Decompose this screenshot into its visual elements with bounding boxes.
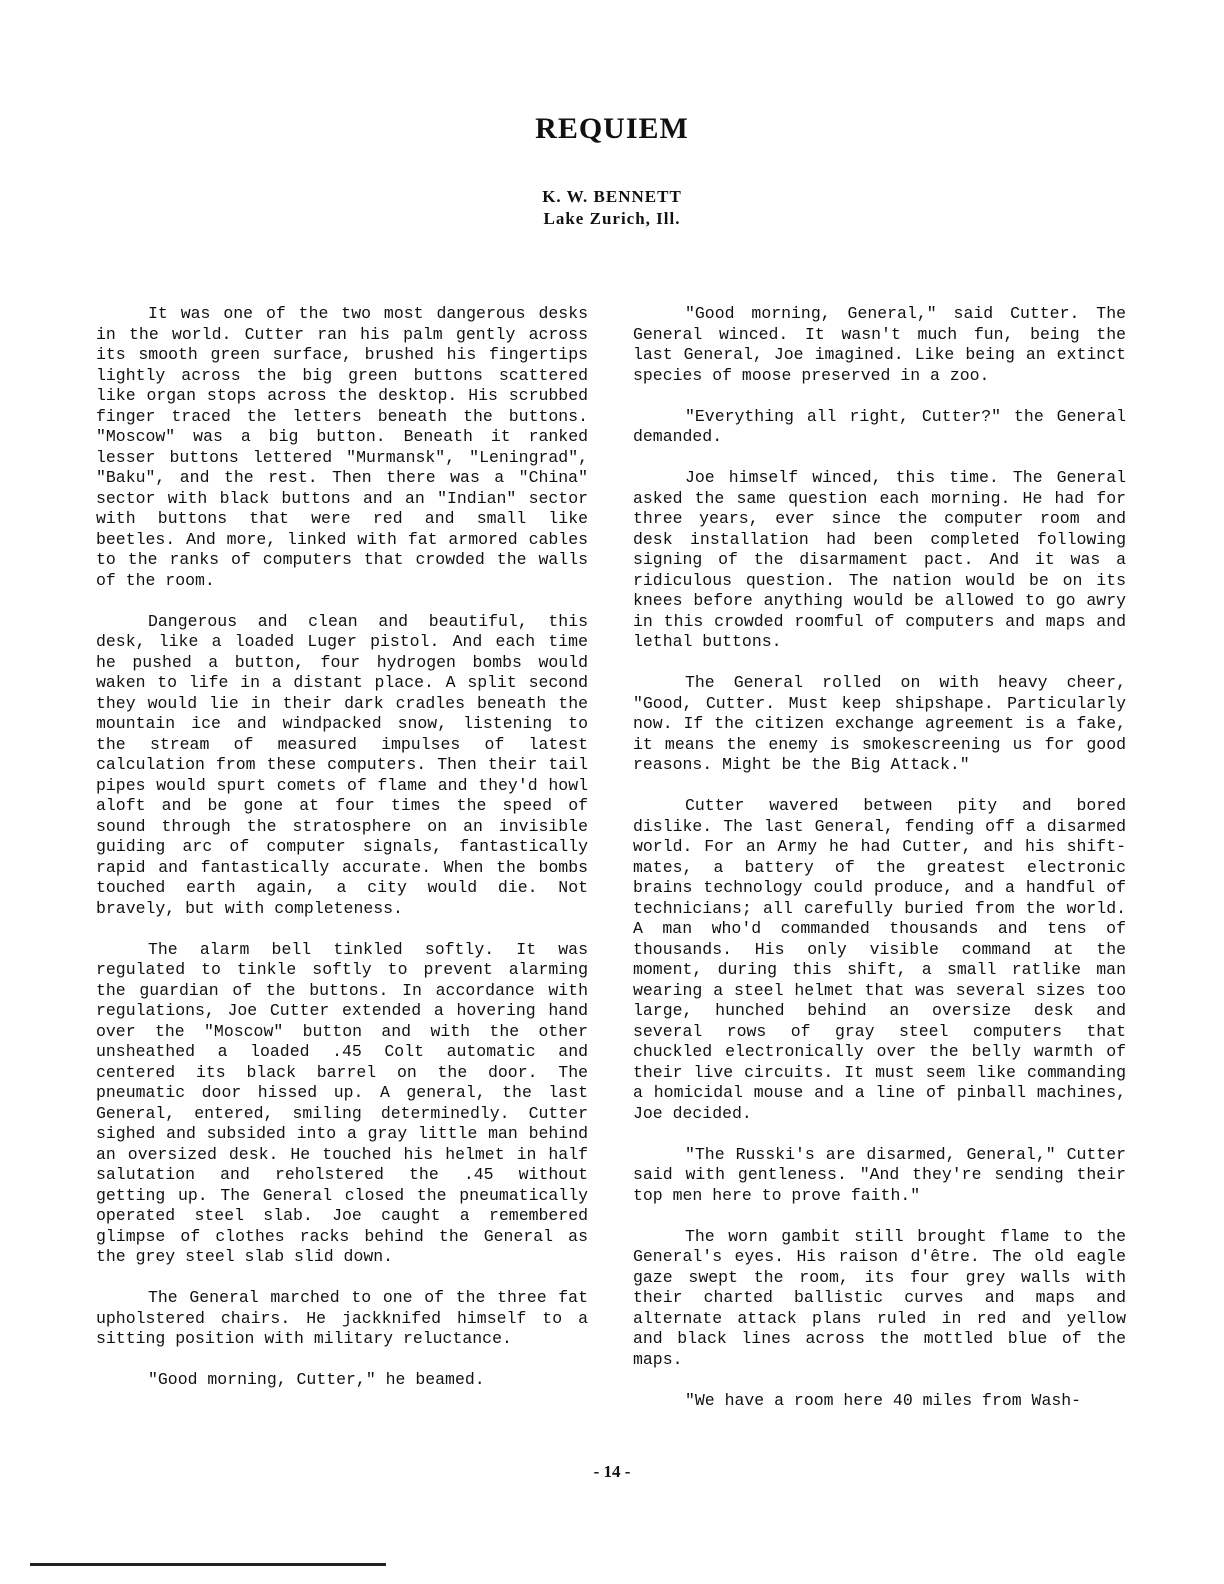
paragraph: Dangerous and clean and beautiful, this desk, like a loaded Luger pistol. And each time he pushed a button, four hydrogen bombs would waken to life in a distant place. A split second they would lie in their dark cradles beneath the mountain ice and windpacked snow, listening to the stream of measured impulses of latest calculation from these computers. Then their tail pipes would spurt comets of flame and they'd howl aloft and be gone at four times the speed of sound through the stratosphere on an invisible guiding arc of computer signals, fantastically rapid and fantastically accurate. When the bombs touched earth again, a city would die. Not bravely, but with completeness. [96,611,588,918]
paragraph: "Good morning, Cutter," he beamed. [148,1370,485,1389]
paragraph: The alarm bell tinkled softly. It was regulated to tinkle softly to prevent alarming the guardian of the buttons. In accordance with regulations, Joe Cutter extended a hovering hand over the "Moscow" button and with the other unsheathed a loaded .45 Colt automatic and centered its black barrel on the door. The pneumatic door hissed up. A general, the last General, entered, smiling determinedly. Cutter sighed and subsided into a gray little man behind an oversized desk. He touched his helmet in half salutation and reholstered the .45 without getting up. The General closed the pneumatically operated steel slab. Joe caught a remembered glimpse of clothes racks behind the General as the grey steel slab slid down. [96,939,588,1266]
page-number: - 14 - [593,1462,631,1481]
right-column [633,304,1126,1432]
paragraph: It was one of the two most dangerous desks in the world. Cutter ran his palm gently across its smooth green surface, brushed his fingertips lightly across the big green buttons scattered like organ stops across the desktop. His scrubbed finger traced the letters beneath the buttons. "Moscow" was a big button. Beneath it ranked lesser buttons lettered "Murmansk", "Leningrad", "Baku", and the rest. Then there was a "China" sector with black buttons and an "Indian" sector with buttons that were red and small like beetles. And more, linked with fat armored cables to the ranks of computers that crowded the walls of the room. [96,304,588,590]
footer-rule [30,1563,386,1566]
paragraph: Cutter wavered between pity and bored dislike. The last General, fending off a disarmed world. For an Army he had Cutter, and his shift-mates, a battery of the greatest electronic brains technology could produce, and a handful of technicians; all carefully buried from the world. A man who'd commanded thousands and tens of thousands. His only visible command at the moment, during this shift, a small ratlike man wearing a steel helmet that was several sizes too large, hunched behind an oversize desk and several rows of gray steel computers that chuckled electronically over the belly warmth of their live circuits. It must seem like commanding a homicidal mouse and a line of pinball machines, Joe decided. [633,796,1126,1123]
paragraph: Joe himself winced, this time. The General asked the same question each morning. He had for three years, ever since the computer room and desk installation had been completed following signing of the disarmament pact. And it was a ridiculous question. The nation would be on its knees before anything would be allowed to go awry in this crowded roomful of computers and maps and lethal buttons. [633,468,1126,651]
article-title: REQUIEM [535,112,689,145]
paragraph: The General marched to one of the three fat upholstered chairs. He jackknifed himself to a sitting position with military reluctance. [96,1288,588,1348]
paragraph: The worn gambit still brought flame to the General's eyes. His raison d'être. The old eagle gaze swept the room, its four grey walls with their charted ballistic curves and maps and alternate attack plans ruled in red and yellow and black lines across the mottled blue of the maps. [633,1226,1126,1369]
paragraph: "Good morning, General," said Cutter. The General winced. It wasn't much fun, being the last General, Joe imagined. Like being an extinct species of moose preserved in a zoo. [633,304,1126,385]
left-column [96,304,588,1411]
byline [0,186,1224,230]
author-name: K. W. BENNETT [542,187,682,206]
paragraph: The General rolled on with heavy cheer, "Good, Cutter. Must keep shipshape. Particularly now. If the citizen exchange agreement is a fake, it means the enemy is smokescreening us for good reasons. Might be the Big Attack." [633,673,1126,774]
author-location: Lake Zurich, Ill. [543,209,681,228]
paragraph: "The Russki's are disarmed, General," Cutter said with gentleness. "And they're sending their top men here to prove faith." [633,1144,1126,1205]
paragraph: "We have a room here 40 miles from Wash- [685,1390,1082,1410]
paragraph: "Everything all right, Cutter?" the General demanded. [633,406,1126,446]
